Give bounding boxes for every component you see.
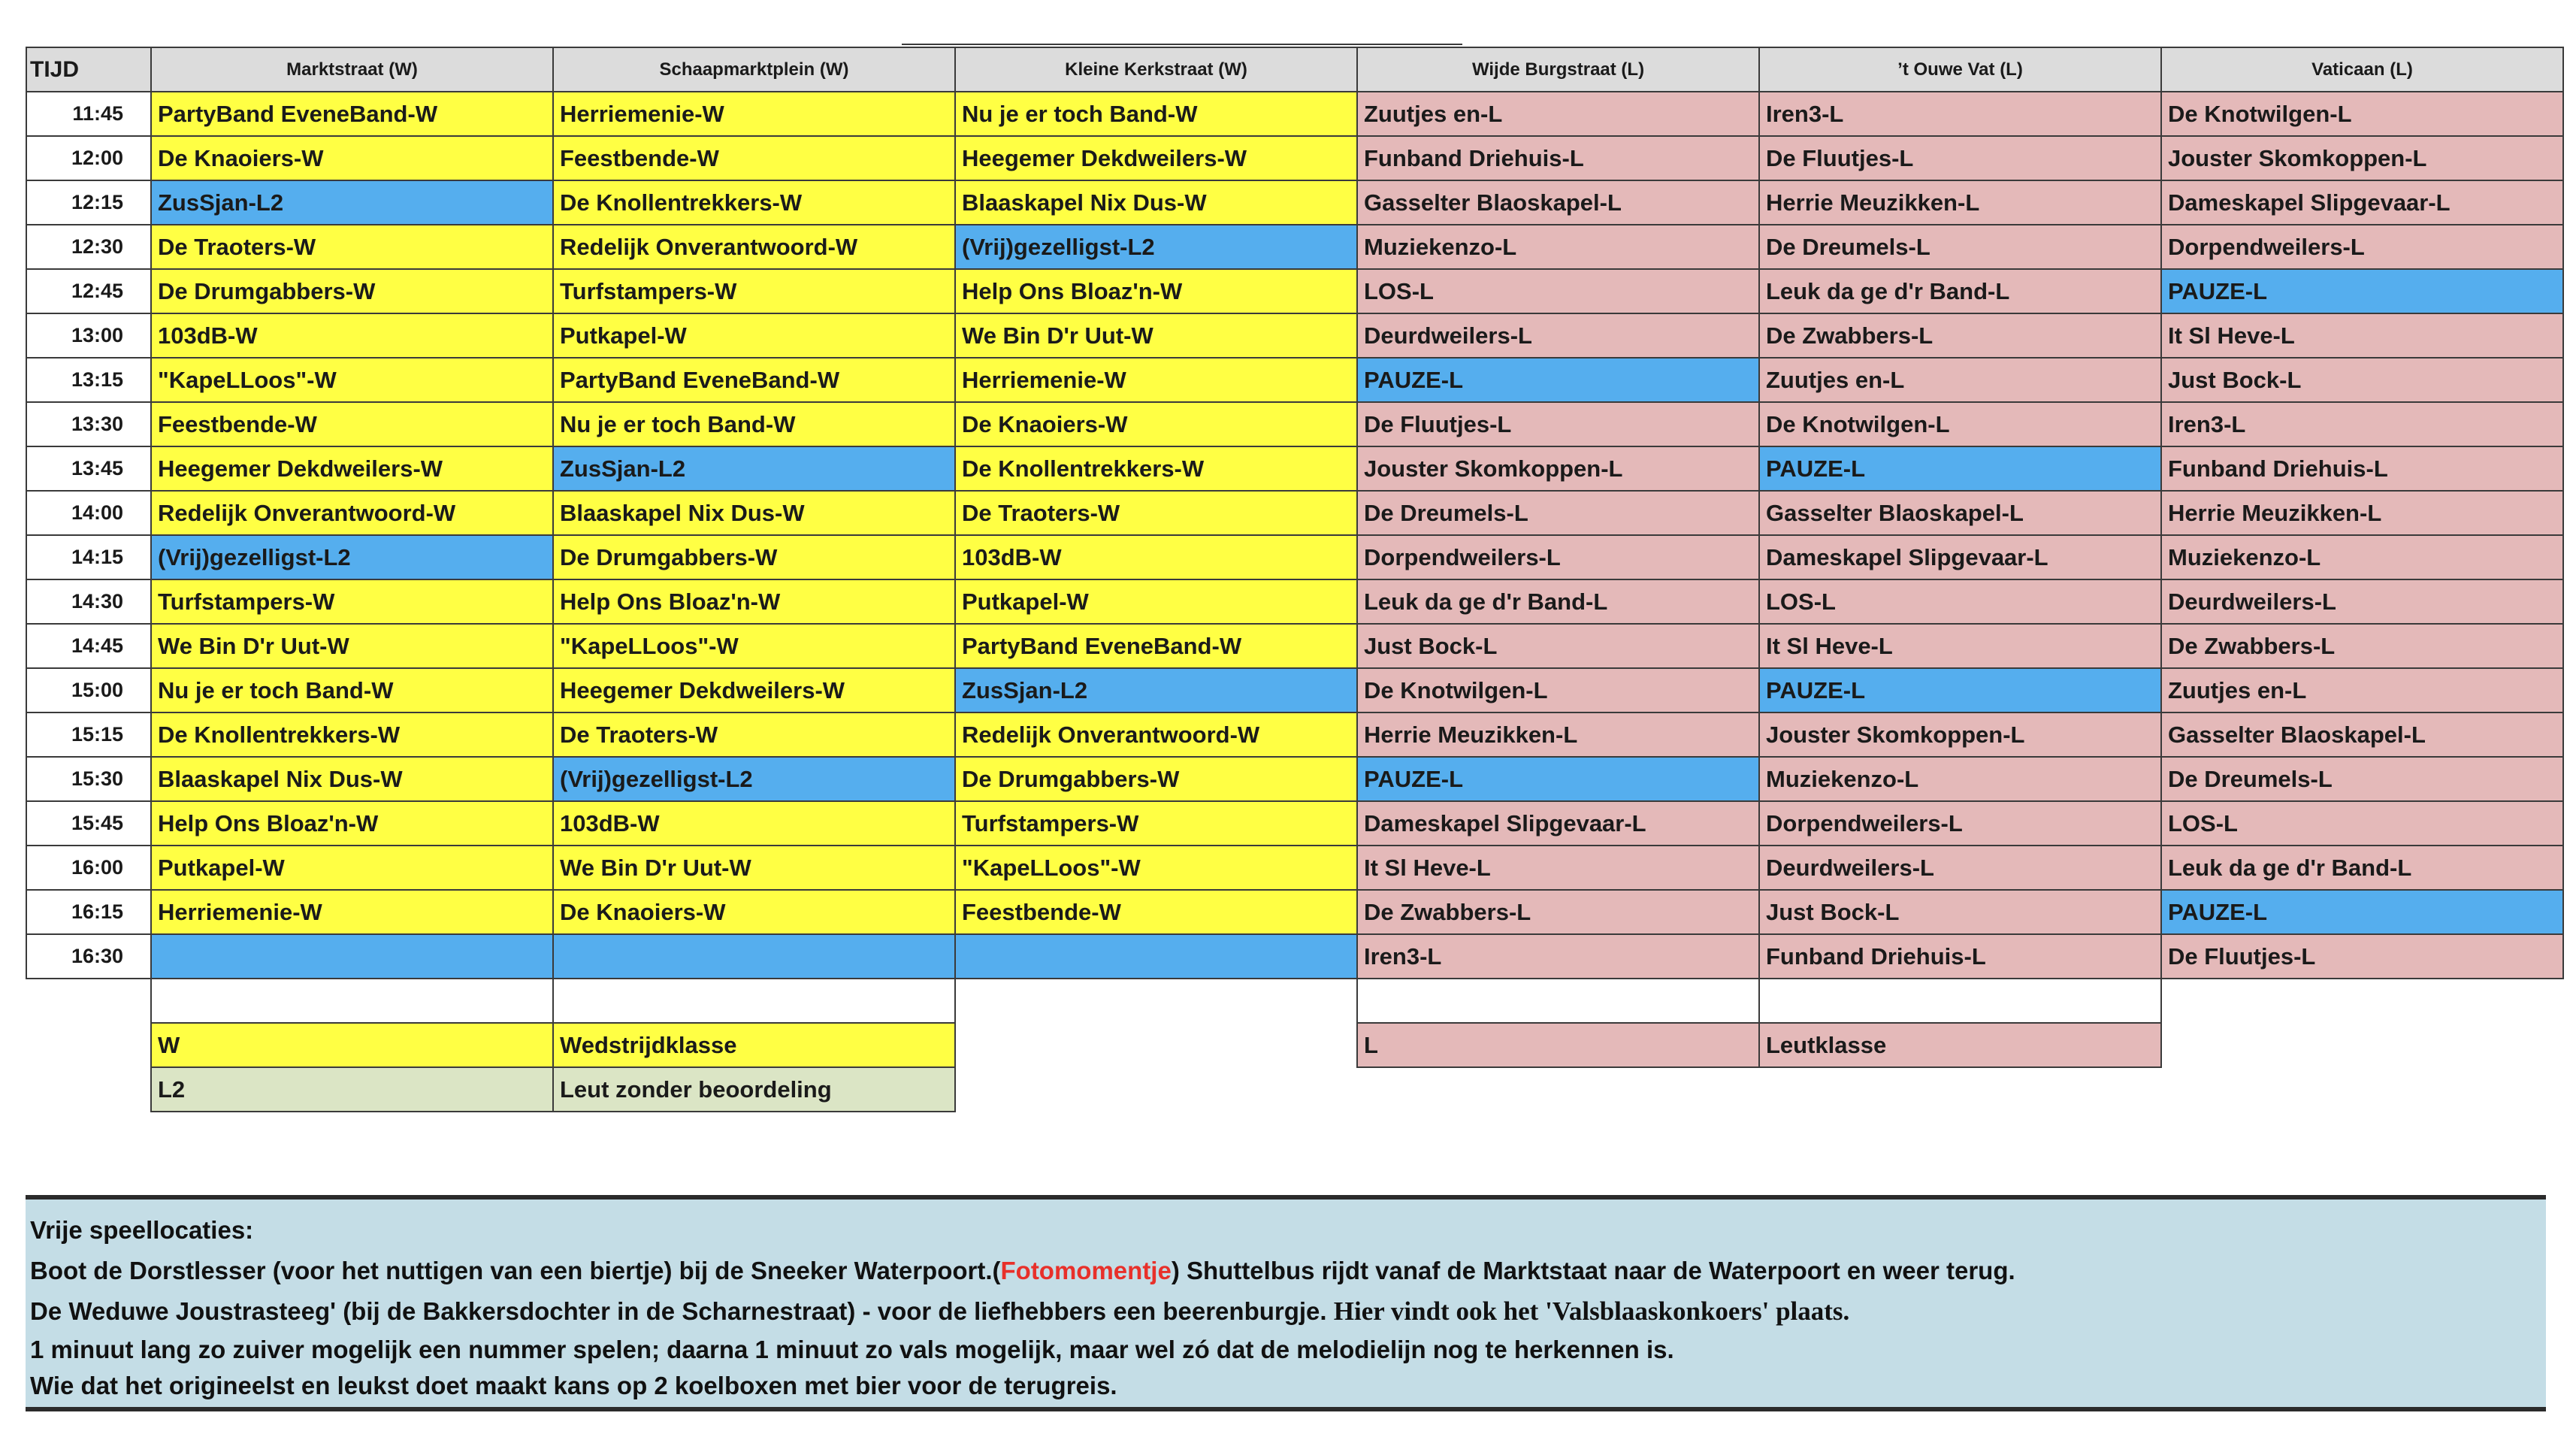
slot-ouwe-vat: Zuutjes en-L bbox=[1759, 358, 2161, 402]
slot-marktstraat: De Traoters-W bbox=[151, 225, 553, 269]
slot-kleine-kerkstraat: Turfstampers-W bbox=[955, 801, 1357, 846]
slot-schaapmarktplein bbox=[553, 934, 955, 979]
schedule-row bbox=[26, 890, 2563, 934]
slot-vaticaan: PAUZE-L bbox=[2161, 890, 2563, 934]
slot-schaapmarktplein: "KapeLLoos"-W bbox=[553, 624, 955, 668]
legend-spacer bbox=[1759, 1067, 2161, 1112]
time-cell: 11:45 bbox=[26, 92, 151, 136]
slot-vaticaan: Dameskapel Slipgevaar-L bbox=[2161, 180, 2563, 225]
header-top-line bbox=[902, 44, 1462, 45]
slot-marktstraat: Putkapel-W bbox=[151, 846, 553, 890]
slot-wijde-burgstraat: De Dreumels-L bbox=[1357, 491, 1759, 535]
slot-wijde-burgstraat: De Knotwilgen-L bbox=[1357, 668, 1759, 712]
slot-kleine-kerkstraat: De Knollentrekkers-W bbox=[955, 446, 1357, 491]
slot-vaticaan: De Knotwilgen-L bbox=[2161, 92, 2563, 136]
legend-row bbox=[26, 1067, 2563, 1112]
slot-vaticaan: Just Bock-L bbox=[2161, 358, 2563, 402]
slot-ouwe-vat: LOS-L bbox=[1759, 579, 2161, 624]
info-line-boat bbox=[30, 1251, 2546, 1291]
slot-marktstraat: De Knaoiers-W bbox=[151, 136, 553, 180]
time-cell: 12:15 bbox=[26, 180, 151, 225]
info-title: Vrije speellocaties: bbox=[30, 1216, 254, 1244]
slot-kleine-kerkstraat: Nu je er toch Band-W bbox=[955, 92, 1357, 136]
slot-wijde-burgstraat: PAUZE-L bbox=[1357, 757, 1759, 801]
slot-marktstraat: PartyBand EveneBand-W bbox=[151, 92, 553, 136]
slot-kleine-kerkstraat: Putkapel-W bbox=[955, 579, 1357, 624]
schedule-row bbox=[26, 579, 2563, 624]
slot-ouwe-vat: Dameskapel Slipgevaar-L bbox=[1759, 535, 2161, 579]
slot-kleine-kerkstraat bbox=[955, 934, 1357, 979]
slot-kleine-kerkstraat: "KapeLLoos"-W bbox=[955, 846, 1357, 890]
slot-kleine-kerkstraat: De Knaoiers-W bbox=[955, 402, 1357, 446]
time-cell: 14:00 bbox=[26, 491, 151, 535]
slot-marktstraat: ZusSjan-L2 bbox=[151, 180, 553, 225]
info-line-weduwe bbox=[30, 1291, 2546, 1332]
slot-schaapmarktplein: Turfstampers-W bbox=[553, 269, 955, 313]
time-cell: 14:15 bbox=[26, 535, 151, 579]
slot-ouwe-vat: Gasselter Blaoskapel-L bbox=[1759, 491, 2161, 535]
legend-spacer bbox=[955, 1067, 1357, 1112]
slot-marktstraat: De Knollentrekkers-W bbox=[151, 712, 553, 757]
slot-marktstraat: 103dB-W bbox=[151, 313, 553, 358]
time-cell: 16:30 bbox=[26, 934, 151, 979]
slot-schaapmarktplein: De Drumgabbers-W bbox=[553, 535, 955, 579]
slot-vaticaan: Zuutjes en-L bbox=[2161, 668, 2563, 712]
slot-vaticaan: Jouster Skomkoppen-L bbox=[2161, 136, 2563, 180]
slot-marktstraat: "KapeLLoos"-W bbox=[151, 358, 553, 402]
slot-vaticaan: Deurdweilers-L bbox=[2161, 579, 2563, 624]
slot-ouwe-vat: It Sl Heve-L bbox=[1759, 624, 2161, 668]
schedule-row bbox=[26, 402, 2563, 446]
legend-w-code: W bbox=[151, 1023, 553, 1067]
slot-vaticaan: It Sl Heve-L bbox=[2161, 313, 2563, 358]
slot-wijde-burgstraat: De Zwabbers-L bbox=[1357, 890, 1759, 934]
slot-ouwe-vat: PAUZE-L bbox=[1759, 446, 2161, 491]
header-row bbox=[26, 47, 2563, 92]
slot-wijde-burgstraat: Dameskapel Slipgevaar-L bbox=[1357, 801, 1759, 846]
slot-schaapmarktplein: We Bin D'r Uut-W bbox=[553, 846, 955, 890]
slot-wijde-burgstraat: Dorpendweilers-L bbox=[1357, 535, 1759, 579]
slot-schaapmarktplein: Herriemenie-W bbox=[553, 92, 955, 136]
slot-marktstraat: Turfstampers-W bbox=[151, 579, 553, 624]
schedule-row bbox=[26, 446, 2563, 491]
legend-blank bbox=[151, 979, 553, 1023]
slot-vaticaan: PAUZE-L bbox=[2161, 269, 2563, 313]
schedule-row bbox=[26, 624, 2563, 668]
legend-l-label: Leutklasse bbox=[1759, 1023, 2161, 1067]
info-line-rules: 1 minuut lang zo zuiver mogelijk een nummer spelen; daarna 1 minuut zo vals mogelijk, maar wel zó dat de melodielijn nog te herkennen is. bbox=[30, 1336, 1674, 1363]
slot-marktstraat: De Drumgabbers-W bbox=[151, 269, 553, 313]
slot-vaticaan: De Zwabbers-L bbox=[2161, 624, 2563, 668]
slot-ouwe-vat: Jouster Skomkoppen-L bbox=[1759, 712, 2161, 757]
time-cell: 15:30 bbox=[26, 757, 151, 801]
header-kleine-kerkstraat: Kleine Kerkstraat (W) bbox=[955, 47, 1357, 92]
time-cell: 15:45 bbox=[26, 801, 151, 846]
legend-spacer bbox=[26, 1023, 151, 1067]
slot-ouwe-vat: PAUZE-L bbox=[1759, 668, 2161, 712]
slot-schaapmarktplein: Blaaskapel Nix Dus-W bbox=[553, 491, 955, 535]
schedule-row bbox=[26, 934, 2563, 979]
time-cell: 13:00 bbox=[26, 313, 151, 358]
header-schaapmarktplein: Schaapmarktplein (W) bbox=[553, 47, 955, 92]
slot-wijde-burgstraat: Iren3-L bbox=[1357, 934, 1759, 979]
slot-marktstraat: We Bin D'r Uut-W bbox=[151, 624, 553, 668]
slot-kleine-kerkstraat: Heegemer Dekdweilers-W bbox=[955, 136, 1357, 180]
slot-vaticaan: Dorpendweilers-L bbox=[2161, 225, 2563, 269]
slot-wijde-burgstraat: LOS-L bbox=[1357, 269, 1759, 313]
slot-marktstraat: Herriemenie-W bbox=[151, 890, 553, 934]
schedule-row bbox=[26, 92, 2563, 136]
slot-ouwe-vat: Funband Driehuis-L bbox=[1759, 934, 2161, 979]
slot-wijde-burgstraat: Muziekenzo-L bbox=[1357, 225, 1759, 269]
slot-vaticaan: De Dreumels-L bbox=[2161, 757, 2563, 801]
slot-schaapmarktplein: De Knollentrekkers-W bbox=[553, 180, 955, 225]
slot-kleine-kerkstraat: De Traoters-W bbox=[955, 491, 1357, 535]
slot-schaapmarktplein: Help Ons Bloaz'n-W bbox=[553, 579, 955, 624]
slot-ouwe-vat: Just Bock-L bbox=[1759, 890, 2161, 934]
legend-spacer bbox=[2161, 979, 2563, 1023]
slot-ouwe-vat: Leuk da ge d'r Band-L bbox=[1759, 269, 2161, 313]
legend-row bbox=[26, 979, 2563, 1023]
slot-ouwe-vat: Iren3-L bbox=[1759, 92, 2161, 136]
time-cell: 12:45 bbox=[26, 269, 151, 313]
legend-blank bbox=[553, 979, 955, 1023]
slot-marktstraat: (Vrij)gezelligst-L2 bbox=[151, 535, 553, 579]
time-cell: 13:30 bbox=[26, 402, 151, 446]
slot-marktstraat: Feestbende-W bbox=[151, 402, 553, 446]
slot-wijde-burgstraat: Herrie Meuzikken-L bbox=[1357, 712, 1759, 757]
slot-kleine-kerkstraat: PartyBand EveneBand-W bbox=[955, 624, 1357, 668]
info-line-prize: Wie dat het origineelst en leukst doet maakt kans op 2 koelboxen met bier voor de terugreis. bbox=[30, 1372, 1117, 1399]
time-cell: 15:00 bbox=[26, 668, 151, 712]
schedule-row bbox=[26, 225, 2563, 269]
slot-ouwe-vat: Deurdweilers-L bbox=[1759, 846, 2161, 890]
legend-spacer bbox=[2161, 1067, 2563, 1112]
legend-spacer bbox=[26, 1067, 151, 1112]
legend-l-code: L bbox=[1357, 1023, 1759, 1067]
slot-schaapmarktplein: Feestbende-W bbox=[553, 136, 955, 180]
info-line-boat-b: ) Shuttelbus rijdt vanaf de Marktstaat naar de Waterpoort en weer terug. bbox=[1171, 1257, 2015, 1284]
slot-kleine-kerkstraat: Herriemenie-W bbox=[955, 358, 1357, 402]
header-tijd: TIJD bbox=[26, 47, 151, 92]
slot-kleine-kerkstraat: Blaaskapel Nix Dus-W bbox=[955, 180, 1357, 225]
legend-l2-code: L2 bbox=[151, 1067, 553, 1112]
slot-schaapmarktplein: (Vrij)gezelligst-L2 bbox=[553, 757, 955, 801]
slot-marktstraat bbox=[151, 934, 553, 979]
schedule-row bbox=[26, 757, 2563, 801]
time-cell: 15:15 bbox=[26, 712, 151, 757]
legend-spacer bbox=[2161, 1023, 2563, 1067]
slot-wijde-burgstraat: Deurdweilers-L bbox=[1357, 313, 1759, 358]
slot-schaapmarktplein: 103dB-W bbox=[553, 801, 955, 846]
slot-kleine-kerkstraat: Feestbende-W bbox=[955, 890, 1357, 934]
slot-marktstraat: Heegemer Dekdweilers-W bbox=[151, 446, 553, 491]
free-locations-box bbox=[26, 1195, 2546, 1411]
slot-ouwe-vat: Dorpendweilers-L bbox=[1759, 801, 2161, 846]
info-line-weduwe-a: De Weduwe Joustrasteeg' (bij de Bakkersdochter in de Scharnestraat) - voor de liefhebbers een beerenburgje. bbox=[30, 1297, 1334, 1325]
slot-schaapmarktplein: De Knaoiers-W bbox=[553, 890, 955, 934]
schedule-row bbox=[26, 668, 2563, 712]
slot-schaapmarktplein: Nu je er toch Band-W bbox=[553, 402, 955, 446]
legend-spacer bbox=[26, 979, 151, 1023]
header-ouwe-vat: ’t Ouwe Vat (L) bbox=[1759, 47, 2161, 92]
slot-ouwe-vat: De Dreumels-L bbox=[1759, 225, 2161, 269]
slot-kleine-kerkstraat: ZusSjan-L2 bbox=[955, 668, 1357, 712]
slot-schaapmarktplein: ZusSjan-L2 bbox=[553, 446, 955, 491]
schedule-row bbox=[26, 136, 2563, 180]
schedule-table bbox=[26, 47, 2564, 1112]
legend-row bbox=[26, 1023, 2563, 1067]
slot-wijde-burgstraat: De Fluutjes-L bbox=[1357, 402, 1759, 446]
slot-schaapmarktplein: Putkapel-W bbox=[553, 313, 955, 358]
slot-kleine-kerkstraat: De Drumgabbers-W bbox=[955, 757, 1357, 801]
schedule-row bbox=[26, 269, 2563, 313]
slot-ouwe-vat: De Fluutjes-L bbox=[1759, 136, 2161, 180]
slot-wijde-burgstraat: Gasselter Blaoskapel-L bbox=[1357, 180, 1759, 225]
slot-marktstraat: Nu je er toch Band-W bbox=[151, 668, 553, 712]
slot-schaapmarktplein: Heegemer Dekdweilers-W bbox=[553, 668, 955, 712]
legend-spacer bbox=[955, 979, 1357, 1023]
header-vaticaan: Vaticaan (L) bbox=[2161, 47, 2563, 92]
time-cell: 13:45 bbox=[26, 446, 151, 491]
slot-wijde-burgstraat: It Sl Heve-L bbox=[1357, 846, 1759, 890]
slot-schaapmarktplein: PartyBand EveneBand-W bbox=[553, 358, 955, 402]
slot-kleine-kerkstraat: Redelijk Onverantwoord-W bbox=[955, 712, 1357, 757]
time-cell: 12:30 bbox=[26, 225, 151, 269]
slot-kleine-kerkstraat: Help Ons Bloaz'n-W bbox=[955, 269, 1357, 313]
slot-ouwe-vat: De Zwabbers-L bbox=[1759, 313, 2161, 358]
slot-wijde-burgstraat: Leuk da ge d'r Band-L bbox=[1357, 579, 1759, 624]
slot-schaapmarktplein: Redelijk Onverantwoord-W bbox=[553, 225, 955, 269]
schedule-row bbox=[26, 313, 2563, 358]
slot-wijde-burgstraat: Zuutjes en-L bbox=[1357, 92, 1759, 136]
schedule-row bbox=[26, 180, 2563, 225]
info-photo-moment: Fotomomentje bbox=[1000, 1257, 1172, 1284]
schedule-row bbox=[26, 801, 2563, 846]
time-cell: 16:00 bbox=[26, 846, 151, 890]
legend-spacer bbox=[955, 1023, 1357, 1067]
time-cell: 13:15 bbox=[26, 358, 151, 402]
header-wijde-burgstraat: Wijde Burgstraat (L) bbox=[1357, 47, 1759, 92]
legend-spacer bbox=[1357, 1067, 1759, 1112]
slot-vaticaan: Muziekenzo-L bbox=[2161, 535, 2563, 579]
schedule-row bbox=[26, 712, 2563, 757]
time-cell: 14:45 bbox=[26, 624, 151, 668]
legend-blank bbox=[1759, 979, 2161, 1023]
slot-vaticaan: Funband Driehuis-L bbox=[2161, 446, 2563, 491]
info-line-weduwe-b: Hier vindt ook het 'Valsblaaskonkoers' plaats. bbox=[1333, 1296, 1850, 1326]
slot-vaticaan: De Fluutjes-L bbox=[2161, 934, 2563, 979]
slot-vaticaan: Iren3-L bbox=[2161, 402, 2563, 446]
header-marktstraat: Marktstraat (W) bbox=[151, 47, 553, 92]
slot-marktstraat: Help Ons Bloaz'n-W bbox=[151, 801, 553, 846]
slot-vaticaan: Herrie Meuzikken-L bbox=[2161, 491, 2563, 535]
slot-ouwe-vat: Muziekenzo-L bbox=[1759, 757, 2161, 801]
slot-kleine-kerkstraat: We Bin D'r Uut-W bbox=[955, 313, 1357, 358]
schedule-row bbox=[26, 491, 2563, 535]
slot-marktstraat: Blaaskapel Nix Dus-W bbox=[151, 757, 553, 801]
schedule-row bbox=[26, 358, 2563, 402]
legend-w-label: Wedstrijdklasse bbox=[553, 1023, 955, 1067]
slot-wijde-burgstraat: Just Bock-L bbox=[1357, 624, 1759, 668]
slot-vaticaan: LOS-L bbox=[2161, 801, 2563, 846]
time-cell: 12:00 bbox=[26, 136, 151, 180]
slot-vaticaan: Leuk da ge d'r Band-L bbox=[2161, 846, 2563, 890]
time-cell: 14:30 bbox=[26, 579, 151, 624]
slot-marktstraat: Redelijk Onverantwoord-W bbox=[151, 491, 553, 535]
slot-wijde-burgstraat: Funband Driehuis-L bbox=[1357, 136, 1759, 180]
slot-wijde-burgstraat: PAUZE-L bbox=[1357, 358, 1759, 402]
legend-blank bbox=[1357, 979, 1759, 1023]
slot-schaapmarktplein: De Traoters-W bbox=[553, 712, 955, 757]
slot-ouwe-vat: De Knotwilgen-L bbox=[1759, 402, 2161, 446]
legend-l2-label: Leut zonder beoordeling bbox=[553, 1067, 955, 1112]
slot-vaticaan: Gasselter Blaoskapel-L bbox=[2161, 712, 2563, 757]
schedule-row bbox=[26, 846, 2563, 890]
info-line-boat-a: Boot de Dorstlesser (voor het nuttigen van een biertje) bij de Sneeker Waterpoort.( bbox=[30, 1257, 1001, 1284]
slot-kleine-kerkstraat: (Vrij)gezelligst-L2 bbox=[955, 225, 1357, 269]
slot-ouwe-vat: Herrie Meuzikken-L bbox=[1759, 180, 2161, 225]
schedule-row bbox=[26, 535, 2563, 579]
slot-wijde-burgstraat: Jouster Skomkoppen-L bbox=[1357, 446, 1759, 491]
time-cell: 16:15 bbox=[26, 890, 151, 934]
slot-kleine-kerkstraat: 103dB-W bbox=[955, 535, 1357, 579]
